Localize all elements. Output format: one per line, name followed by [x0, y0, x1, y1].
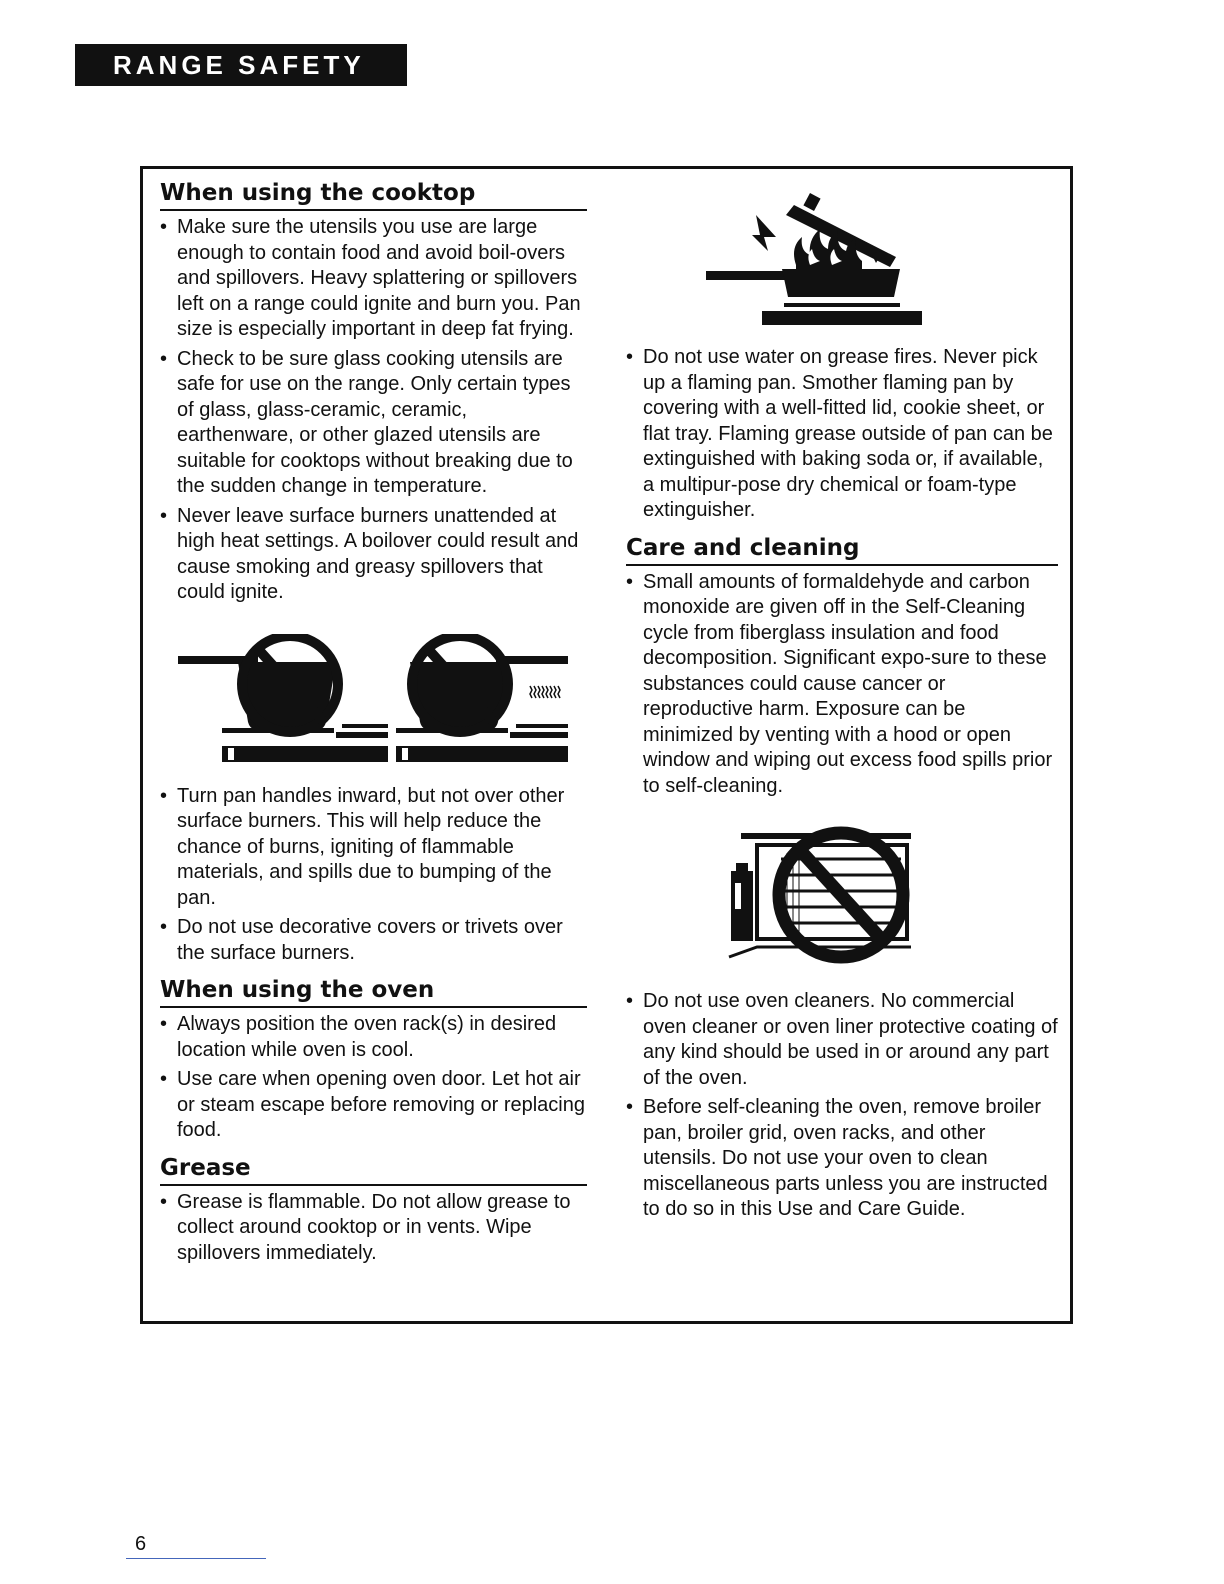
grease-list — [160, 1190, 587, 1267]
page-number: 6 — [135, 1533, 147, 1555]
list-item: • Check to be sure glass cooking utensils are safe for use on the range. Only certain types of glass, glass-ceramic, ceramic, earthenware, or other glazed utensils are suitable for cooktops without breaking due to the sudden change in temperature. — [160, 347, 587, 500]
no-oven-cleaner-icon — [721, 819, 921, 969]
cooktop-list — [160, 215, 587, 606]
list-item: • Do not use oven cleaners. No commercial oven cleaner or oven liner protective coating of any kind should be used in or around any part of the oven. — [626, 989, 1058, 1091]
care-list-continued — [626, 989, 1058, 1223]
footer-divider — [126, 1558, 266, 1559]
cooktop-list-continued — [160, 784, 587, 967]
no-pan-handles-over-burners-icon — [160, 634, 587, 774]
list-item: • Grease is flammable. Do not allow grease to collect around cooktop or in vents. Wipe spillovers immediately. — [160, 1190, 587, 1267]
flaming-pan-with-lid-icon — [686, 185, 966, 335]
safety-content-box — [140, 166, 1073, 1324]
care-heading: Care and cleaning — [626, 534, 1058, 566]
care-list — [626, 570, 1058, 800]
right-column — [626, 179, 1058, 1227]
left-column — [160, 179, 587, 1270]
oven-heading: When using the oven — [160, 976, 587, 1008]
grease-heading: Grease — [160, 1154, 587, 1186]
cooktop-heading: When using the cooktop — [160, 179, 587, 211]
list-item: • Never leave surface burners unattended at high heat settings. A boilover could result and cause smoking and greasy spillovers that could ignite. — [160, 504, 587, 606]
list-item: • Do not use decorative covers or trivets over the surface burners. — [160, 915, 587, 966]
grease-fire-list — [626, 345, 1058, 524]
list-item: • Use care when opening oven door. Let hot air or steam escape before removing or replacing food. — [160, 1067, 587, 1144]
list-item: • Before self-cleaning the oven, remove broiler pan, broiler grid, oven racks, and other utensils. Do not use your oven to clean miscellaneous parts unless you are instructed to do so in this Use and Care Guide. — [626, 1095, 1058, 1223]
oven-list — [160, 1012, 587, 1144]
list-item: • Small amounts of formaldehyde and carbon monoxide are given off in the Self-Cleaning cycle from fiberglass insulation and food decomposition. Significant expo-sure to these substances could cause cancer or reproductive harm. Exposure can be minimized by venting with a hood or open window and wiping out excess food spills prior to self-cleaning. — [626, 570, 1058, 800]
list-item: • Do not use water on grease fires. Never pick up a flaming pan. Smother flaming pan by covering with a well-fitted lid, cookie sheet, or flat tray. Flaming grease outside of pan can be extinguished with baking soda or, if available, a multipur-pose dry chemical or foam-type extinguisher. — [626, 345, 1058, 524]
list-item: • Turn pan handles inward, but not over other surface burners. This will help reduce the chance of burns, igniting of flammable materials, and spills due to bumping of the pan. — [160, 784, 587, 912]
list-item: • Make sure the utensils you use are large enough to contain food and avoid boil-overs and spillovers. Heavy splattering or spillovers left on a range could ignite and burn you. Pan size is especially important in deep fat frying. — [160, 215, 587, 343]
section-title-banner: RANGE SAFETY — [75, 44, 407, 86]
list-item: • Always position the oven rack(s) in desired location while oven is cool. — [160, 1012, 587, 1063]
